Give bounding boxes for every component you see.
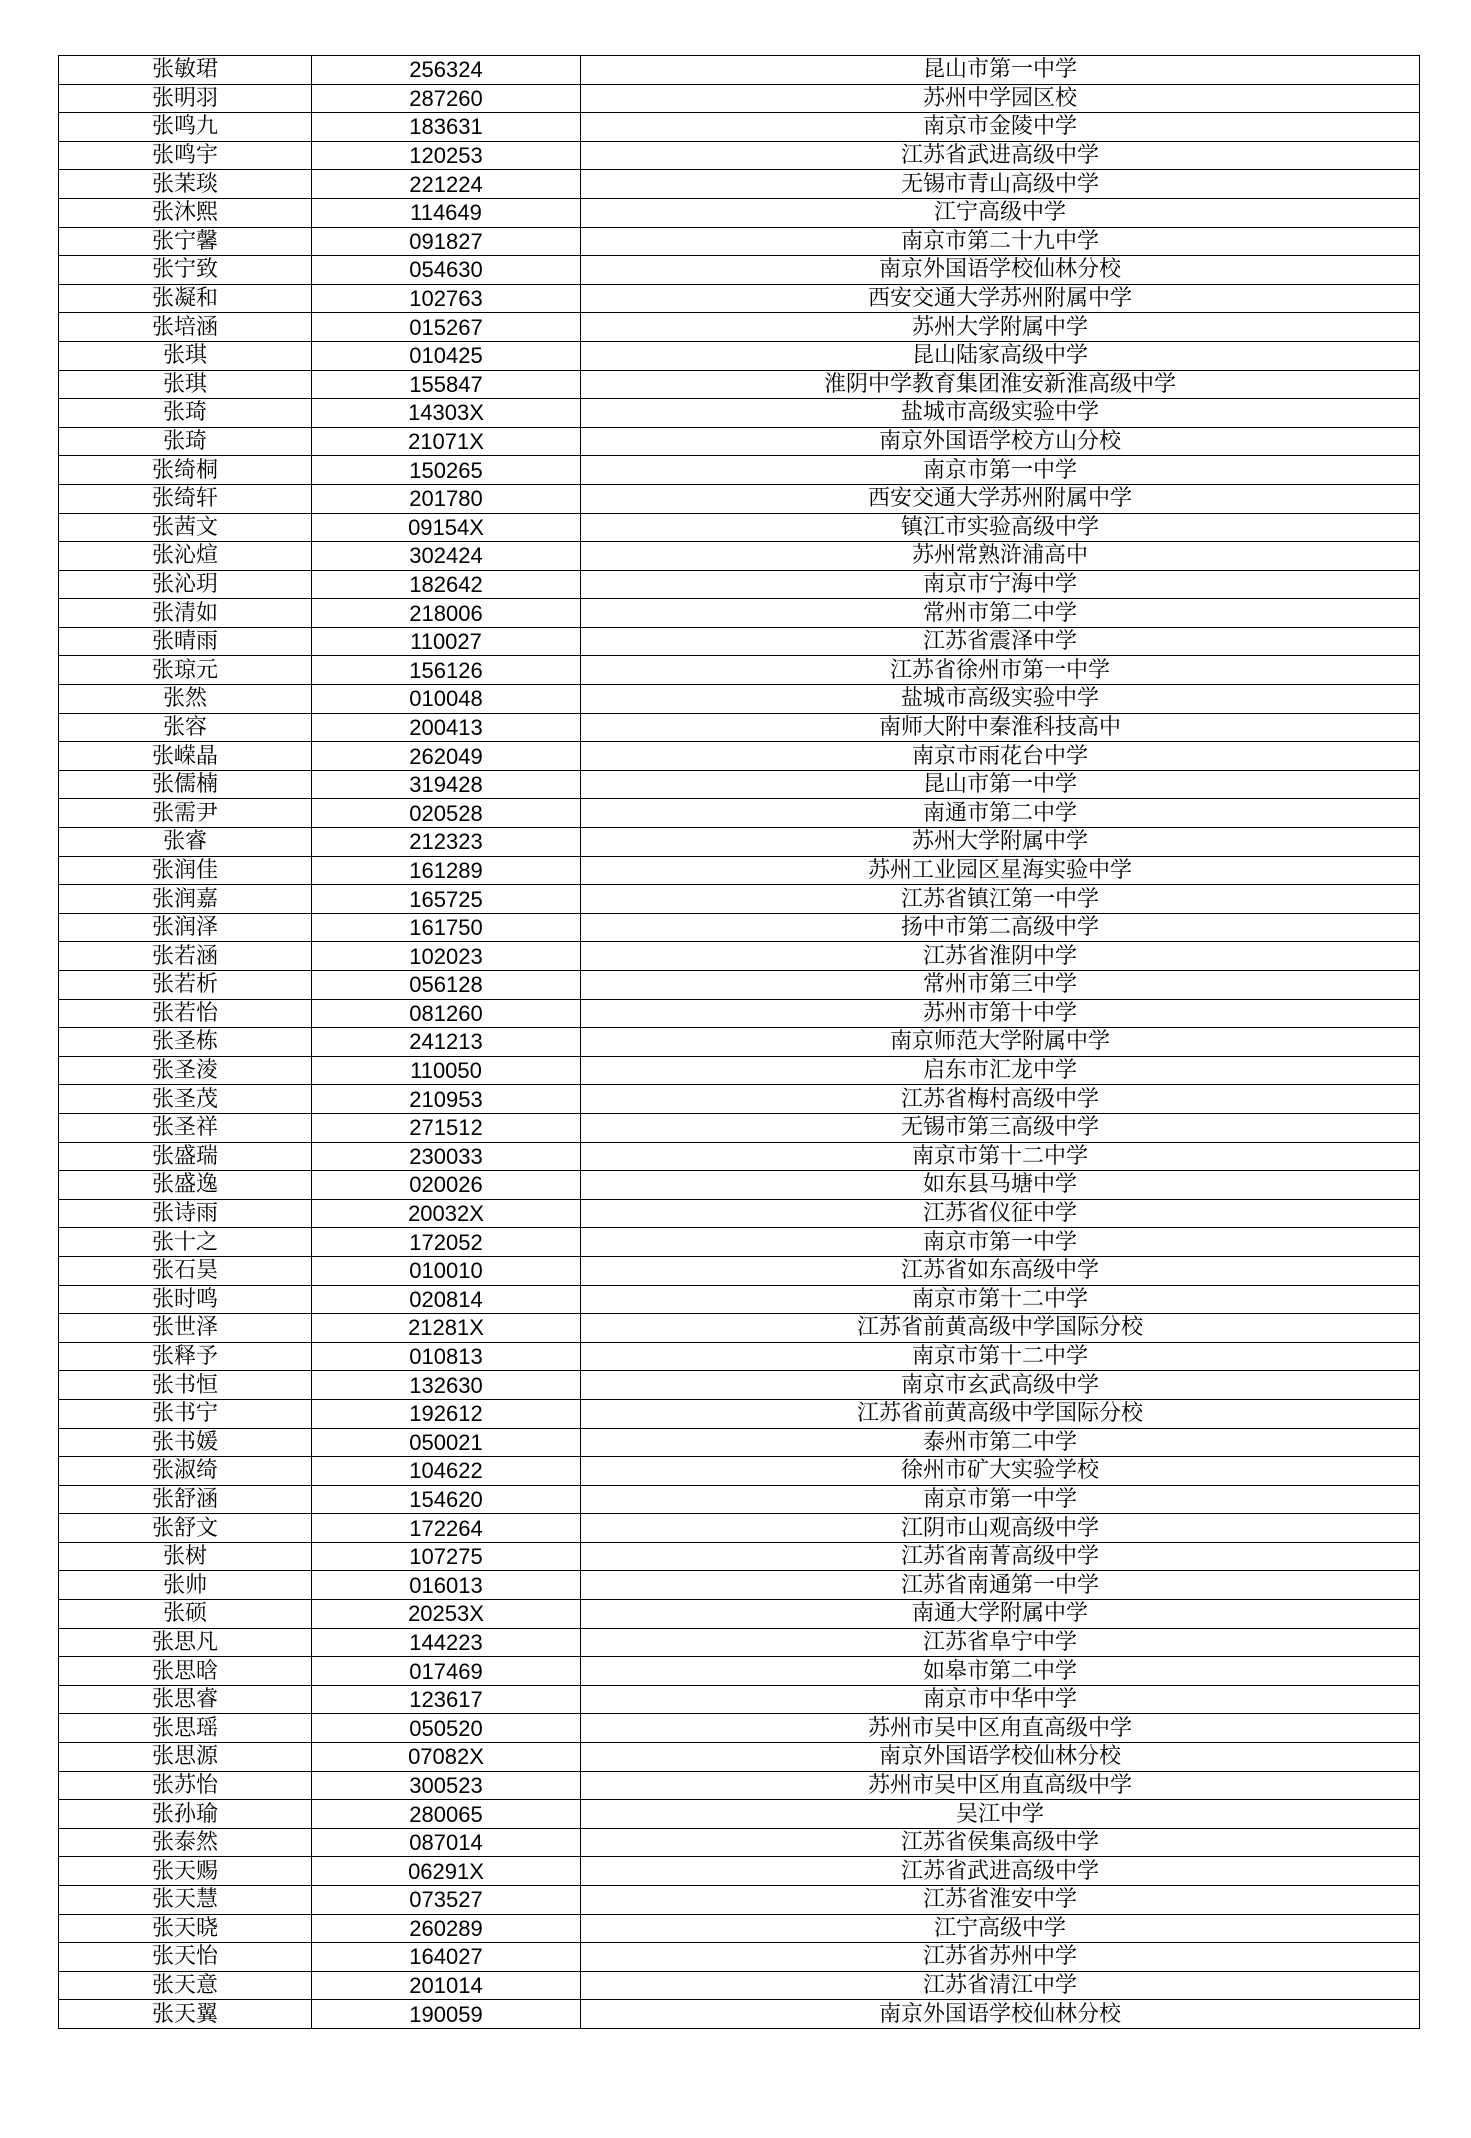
school-name-cell: 苏州工业园区星海实验中学 xyxy=(581,856,1420,885)
student-name-cell: 张诗雨 xyxy=(59,1199,312,1228)
table-row xyxy=(59,570,1420,599)
student-name-cell: 张书媛 xyxy=(59,1428,312,1457)
student-name-cell: 张舒文 xyxy=(59,1514,312,1543)
student-name-cell: 张鸣宇 xyxy=(59,141,312,170)
school-name-cell: 南京市第一中学 xyxy=(581,456,1420,485)
student-id-cell: 287260 xyxy=(312,84,581,113)
student-id-cell: 010010 xyxy=(312,1256,581,1285)
student-id-cell: 110050 xyxy=(312,1056,581,1085)
student-id-cell: 241213 xyxy=(312,1028,581,1057)
student-id-cell: 20253X xyxy=(312,1600,581,1629)
table-row xyxy=(59,427,1420,456)
student-name-cell: 张天慧 xyxy=(59,1886,312,1915)
school-name-cell: 江苏省阜宁中学 xyxy=(581,1628,1420,1657)
student-id-cell: 201780 xyxy=(312,484,581,513)
student-name-cell: 张琦 xyxy=(59,427,312,456)
student-name-cell: 张凝和 xyxy=(59,284,312,313)
school-name-cell: 江苏省武进高级中学 xyxy=(581,1857,1420,1886)
school-name-cell: 江苏省仪征中学 xyxy=(581,1199,1420,1228)
student-id-cell: 081260 xyxy=(312,999,581,1028)
student-id-cell: 182642 xyxy=(312,570,581,599)
table-row xyxy=(59,685,1420,714)
school-name-cell: 南京市雨花台中学 xyxy=(581,742,1420,771)
student-id-cell: 183631 xyxy=(312,113,581,142)
student-id-cell: 20032X xyxy=(312,1199,581,1228)
student-name-cell: 张茜文 xyxy=(59,513,312,542)
student-id-cell: 172264 xyxy=(312,1514,581,1543)
school-name-cell: 南师大附中秦淮科技高中 xyxy=(581,713,1420,742)
school-name-cell: 南京外国语学校仙林分校 xyxy=(581,256,1420,285)
table-row xyxy=(59,1743,1420,1772)
student-name-cell: 张思晗 xyxy=(59,1657,312,1686)
table-row xyxy=(59,1342,1420,1371)
student-name-cell: 张孙瑜 xyxy=(59,1800,312,1829)
table-row xyxy=(59,1028,1420,1057)
school-name-cell: 苏州市吴中区甪直高级中学 xyxy=(581,1771,1420,1800)
table-row xyxy=(59,913,1420,942)
student-name-cell: 张琪 xyxy=(59,341,312,370)
student-id-cell: 155847 xyxy=(312,370,581,399)
student-id-cell: 104622 xyxy=(312,1457,581,1486)
student-id-cell: 050520 xyxy=(312,1714,581,1743)
table-row xyxy=(59,1628,1420,1657)
student-id-cell: 054630 xyxy=(312,256,581,285)
school-name-cell: 南京市宁海中学 xyxy=(581,570,1420,599)
school-name-cell: 盐城市高级实验中学 xyxy=(581,685,1420,714)
student-id-cell: 020026 xyxy=(312,1171,581,1200)
student-name-cell: 张石昊 xyxy=(59,1256,312,1285)
student-id-cell: 161750 xyxy=(312,913,581,942)
table-row xyxy=(59,1828,1420,1857)
student-name-cell: 张睿 xyxy=(59,828,312,857)
school-name-cell: 南京市玄武高级中学 xyxy=(581,1371,1420,1400)
student-id-cell: 015267 xyxy=(312,313,581,342)
student-name-cell: 张圣祥 xyxy=(59,1113,312,1142)
student-name-cell: 张宁馨 xyxy=(59,227,312,256)
student-name-cell: 张琪 xyxy=(59,370,312,399)
school-name-cell: 南京市第一中学 xyxy=(581,1485,1420,1514)
table-row xyxy=(59,742,1420,771)
school-name-cell: 泰州市第二中学 xyxy=(581,1428,1420,1457)
student-name-cell: 张绮轩 xyxy=(59,484,312,513)
school-name-cell: 江苏省苏州中学 xyxy=(581,1943,1420,1972)
student-name-cell: 张圣淩 xyxy=(59,1056,312,1085)
school-name-cell: 南通大学附属中学 xyxy=(581,1600,1420,1629)
school-name-cell: 南京外国语学校方山分校 xyxy=(581,427,1420,456)
table-row xyxy=(59,770,1420,799)
school-name-cell: 启东市汇龙中学 xyxy=(581,1056,1420,1085)
school-name-cell: 苏州大学附属中学 xyxy=(581,828,1420,857)
student-id-cell: 302424 xyxy=(312,542,581,571)
table-row xyxy=(59,227,1420,256)
school-name-cell: 苏州常熟浒浦高中 xyxy=(581,542,1420,571)
school-name-cell: 江苏省梅村高级中学 xyxy=(581,1085,1420,1114)
student-id-cell: 280065 xyxy=(312,1800,581,1829)
table-row xyxy=(59,1056,1420,1085)
table-row xyxy=(59,942,1420,971)
student-name-cell: 张嵘晶 xyxy=(59,742,312,771)
student-name-cell: 张宁致 xyxy=(59,256,312,285)
table-row xyxy=(59,1943,1420,1972)
student-name-cell: 张琼元 xyxy=(59,656,312,685)
table-row xyxy=(59,1113,1420,1142)
student-id-cell: 110027 xyxy=(312,627,581,656)
school-name-cell: 西安交通大学苏州附属中学 xyxy=(581,484,1420,513)
table-row xyxy=(59,1199,1420,1228)
student-id-cell: 010813 xyxy=(312,1342,581,1371)
student-id-cell: 221224 xyxy=(312,170,581,199)
student-name-cell: 张然 xyxy=(59,685,312,714)
table-row xyxy=(59,141,1420,170)
student-name-cell: 张天怡 xyxy=(59,1943,312,1972)
student-table-body xyxy=(59,56,1420,2029)
student-id-cell: 056128 xyxy=(312,971,581,1000)
school-name-cell: 南通市第二中学 xyxy=(581,799,1420,828)
table-row xyxy=(59,1571,1420,1600)
table-row xyxy=(59,713,1420,742)
school-name-cell: 苏州中学园区校 xyxy=(581,84,1420,113)
school-name-cell: 南京市第十二中学 xyxy=(581,1342,1420,1371)
school-name-cell: 南京市第二十九中学 xyxy=(581,227,1420,256)
student-name-cell: 张茉琰 xyxy=(59,170,312,199)
student-id-cell: 114649 xyxy=(312,198,581,227)
student-name-cell: 张思凡 xyxy=(59,1628,312,1657)
table-row xyxy=(59,341,1420,370)
table-row xyxy=(59,1914,1420,1943)
student-id-cell: 164027 xyxy=(312,1943,581,1972)
student-id-cell: 319428 xyxy=(312,770,581,799)
table-row xyxy=(59,971,1420,1000)
student-id-cell: 218006 xyxy=(312,599,581,628)
school-name-cell: 江苏省如东高级中学 xyxy=(581,1256,1420,1285)
table-row xyxy=(59,456,1420,485)
student-id-cell: 087014 xyxy=(312,1828,581,1857)
table-row xyxy=(59,1514,1420,1543)
school-name-cell: 江苏省震泽中学 xyxy=(581,627,1420,656)
school-name-cell: 盐城市高级实验中学 xyxy=(581,399,1420,428)
student-id-cell: 132630 xyxy=(312,1371,581,1400)
student-name-cell: 张书恒 xyxy=(59,1371,312,1400)
school-name-cell: 镇江市实验高级中学 xyxy=(581,513,1420,542)
table-row xyxy=(59,1085,1420,1114)
student-name-cell: 张释予 xyxy=(59,1342,312,1371)
student-id-cell: 050021 xyxy=(312,1428,581,1457)
school-name-cell: 无锡市青山高级中学 xyxy=(581,170,1420,199)
student-name-cell: 张圣栋 xyxy=(59,1028,312,1057)
school-name-cell: 江苏省淮安中学 xyxy=(581,1886,1420,1915)
student-id-cell: 020528 xyxy=(312,799,581,828)
table-row xyxy=(59,1857,1420,1886)
student-name-cell: 张思瑶 xyxy=(59,1714,312,1743)
table-row xyxy=(59,1457,1420,1486)
student-name-cell: 张明羽 xyxy=(59,84,312,113)
school-name-cell: 昆山市第一中学 xyxy=(581,56,1420,85)
school-name-cell: 江苏省前黄高级中学国际分校 xyxy=(581,1399,1420,1428)
student-id-cell: 300523 xyxy=(312,1771,581,1800)
student-id-cell: 165725 xyxy=(312,885,581,914)
school-name-cell: 淮阴中学教育集团淮安新淮高级中学 xyxy=(581,370,1420,399)
table-row xyxy=(59,1256,1420,1285)
table-row xyxy=(59,1600,1420,1629)
student-id-cell: 21071X xyxy=(312,427,581,456)
table-row xyxy=(59,513,1420,542)
student-id-cell: 150265 xyxy=(312,456,581,485)
table-row xyxy=(59,1285,1420,1314)
table-row xyxy=(59,113,1420,142)
school-name-cell: 苏州大学附属中学 xyxy=(581,313,1420,342)
table-row xyxy=(59,1485,1420,1514)
student-id-cell: 107275 xyxy=(312,1542,581,1571)
student-name-cell: 张帅 xyxy=(59,1571,312,1600)
student-name-cell: 张泰然 xyxy=(59,1828,312,1857)
table-row xyxy=(59,56,1420,85)
school-name-cell: 徐州市矿大实验学校 xyxy=(581,1457,1420,1486)
school-name-cell: 江宁高级中学 xyxy=(581,1914,1420,1943)
student-id-cell: 06291X xyxy=(312,1857,581,1886)
student-id-cell: 010048 xyxy=(312,685,581,714)
student-name-cell: 张天晓 xyxy=(59,1914,312,1943)
table-row xyxy=(59,313,1420,342)
school-name-cell: 江苏省清江中学 xyxy=(581,1971,1420,2000)
table-row xyxy=(59,370,1420,399)
table-row xyxy=(59,1542,1420,1571)
student-name-cell: 张盛逸 xyxy=(59,1171,312,1200)
student-name-cell: 张鸣九 xyxy=(59,113,312,142)
table-row xyxy=(59,399,1420,428)
school-name-cell: 南京市中华中学 xyxy=(581,1685,1420,1714)
table-row xyxy=(59,1371,1420,1400)
student-id-cell: 212323 xyxy=(312,828,581,857)
school-name-cell: 苏州市第十中学 xyxy=(581,999,1420,1028)
table-row xyxy=(59,799,1420,828)
student-id-cell: 144223 xyxy=(312,1628,581,1657)
student-id-cell: 256324 xyxy=(312,56,581,85)
student-name-cell: 张苏怡 xyxy=(59,1771,312,1800)
table-row xyxy=(59,542,1420,571)
student-name-cell: 张润嘉 xyxy=(59,885,312,914)
school-name-cell: 如东县马塘中学 xyxy=(581,1171,1420,1200)
school-name-cell: 南京市金陵中学 xyxy=(581,113,1420,142)
school-name-cell: 昆山市第一中学 xyxy=(581,770,1420,799)
table-row xyxy=(59,1428,1420,1457)
table-row xyxy=(59,84,1420,113)
student-id-cell: 09154X xyxy=(312,513,581,542)
table-row xyxy=(59,1657,1420,1686)
student-name-cell: 张敏珺 xyxy=(59,56,312,85)
student-id-cell: 201014 xyxy=(312,1971,581,2000)
student-id-cell: 102763 xyxy=(312,284,581,313)
school-name-cell: 南京市第一中学 xyxy=(581,1228,1420,1257)
student-id-cell: 020814 xyxy=(312,1285,581,1314)
student-name-cell: 张淑绮 xyxy=(59,1457,312,1486)
school-name-cell: 昆山陆家高级中学 xyxy=(581,341,1420,370)
school-name-cell: 江苏省南通第一中学 xyxy=(581,1571,1420,1600)
school-name-cell: 常州市第二中学 xyxy=(581,599,1420,628)
school-name-cell: 南京师范大学附属中学 xyxy=(581,1028,1420,1057)
student-name-cell: 张舒涵 xyxy=(59,1485,312,1514)
table-row xyxy=(59,1142,1420,1171)
student-name-cell: 张圣茂 xyxy=(59,1085,312,1114)
table-row xyxy=(59,828,1420,857)
school-name-cell: 江苏省侯集高级中学 xyxy=(581,1828,1420,1857)
student-id-cell: 190059 xyxy=(312,2000,581,2029)
table-row xyxy=(59,1771,1420,1800)
table-row xyxy=(59,627,1420,656)
school-name-cell: 西安交通大学苏州附属中学 xyxy=(581,284,1420,313)
school-name-cell: 江苏省南菁高级中学 xyxy=(581,1542,1420,1571)
student-id-cell: 091827 xyxy=(312,227,581,256)
student-name-cell: 张容 xyxy=(59,713,312,742)
school-name-cell: 江宁高级中学 xyxy=(581,198,1420,227)
student-id-cell: 21281X xyxy=(312,1314,581,1343)
student-id-cell: 123617 xyxy=(312,1685,581,1714)
table-row xyxy=(59,885,1420,914)
student-name-cell: 张若析 xyxy=(59,971,312,1000)
student-name-cell: 张绮桐 xyxy=(59,456,312,485)
student-name-cell: 张沁玥 xyxy=(59,570,312,599)
table-row xyxy=(59,656,1420,685)
school-name-cell: 扬中市第二高级中学 xyxy=(581,913,1420,942)
table-row xyxy=(59,999,1420,1028)
student-name-cell: 张世泽 xyxy=(59,1314,312,1343)
student-name-cell: 张时鸣 xyxy=(59,1285,312,1314)
student-name-cell: 张硕 xyxy=(59,1600,312,1629)
school-name-cell: 江苏省前黄高级中学国际分校 xyxy=(581,1314,1420,1343)
student-id-cell: 260289 xyxy=(312,1914,581,1943)
school-name-cell: 江苏省镇江第一中学 xyxy=(581,885,1420,914)
student-id-cell: 14303X xyxy=(312,399,581,428)
table-row xyxy=(59,1714,1420,1743)
student-name-cell: 张树 xyxy=(59,1542,312,1571)
student-name-cell: 张清如 xyxy=(59,599,312,628)
table-row xyxy=(59,170,1420,199)
table-row xyxy=(59,1314,1420,1343)
student-id-cell: 262049 xyxy=(312,742,581,771)
student-name-cell: 张培涵 xyxy=(59,313,312,342)
table-row xyxy=(59,484,1420,513)
school-name-cell: 江阴市山观高级中学 xyxy=(581,1514,1420,1543)
student-name-cell: 张书宁 xyxy=(59,1399,312,1428)
student-id-cell: 102023 xyxy=(312,942,581,971)
student-name-cell: 张琦 xyxy=(59,399,312,428)
school-name-cell: 南京市第十二中学 xyxy=(581,1142,1420,1171)
student-name-cell: 张润泽 xyxy=(59,913,312,942)
table-row xyxy=(59,1228,1420,1257)
student-name-cell: 张天赐 xyxy=(59,1857,312,1886)
student-name-cell: 张需尹 xyxy=(59,799,312,828)
school-name-cell: 常州市第三中学 xyxy=(581,971,1420,1000)
student-id-cell: 07082X xyxy=(312,1743,581,1772)
school-name-cell: 江苏省徐州市第一中学 xyxy=(581,656,1420,685)
student-name-cell: 张晴雨 xyxy=(59,627,312,656)
table-row xyxy=(59,198,1420,227)
student-id-cell: 230033 xyxy=(312,1142,581,1171)
school-name-cell: 吴江中学 xyxy=(581,1800,1420,1829)
school-name-cell: 苏州市吴中区甪直高级中学 xyxy=(581,1714,1420,1743)
school-name-cell: 南京外国语学校仙林分校 xyxy=(581,2000,1420,2029)
school-name-cell: 无锡市第三高级中学 xyxy=(581,1113,1420,1142)
student-id-cell: 172052 xyxy=(312,1228,581,1257)
table-row xyxy=(59,856,1420,885)
school-name-cell: 南京市第十二中学 xyxy=(581,1285,1420,1314)
student-name-cell: 张天意 xyxy=(59,1971,312,2000)
table-row xyxy=(59,256,1420,285)
student-name-cell: 张沐熙 xyxy=(59,198,312,227)
student-name-cell: 张思睿 xyxy=(59,1685,312,1714)
student-id-cell: 271512 xyxy=(312,1113,581,1142)
student-id-cell: 210953 xyxy=(312,1085,581,1114)
student-id-cell: 073527 xyxy=(312,1886,581,1915)
table-row xyxy=(59,1800,1420,1829)
student-id-cell: 154620 xyxy=(312,1485,581,1514)
table-row xyxy=(59,1886,1420,1915)
student-table xyxy=(58,55,1420,2029)
student-name-cell: 张若怡 xyxy=(59,999,312,1028)
table-row xyxy=(59,1399,1420,1428)
table-row xyxy=(59,1971,1420,2000)
student-id-cell: 200413 xyxy=(312,713,581,742)
student-name-cell: 张十之 xyxy=(59,1228,312,1257)
student-id-cell: 010425 xyxy=(312,341,581,370)
table-row xyxy=(59,284,1420,313)
student-id-cell: 156126 xyxy=(312,656,581,685)
student-name-cell: 张润佳 xyxy=(59,856,312,885)
school-name-cell: 如皋市第二中学 xyxy=(581,1657,1420,1686)
school-name-cell: 南京外国语学校仙林分校 xyxy=(581,1743,1420,1772)
student-name-cell: 张天翼 xyxy=(59,2000,312,2029)
school-name-cell: 江苏省淮阴中学 xyxy=(581,942,1420,971)
table-row xyxy=(59,1685,1420,1714)
table-row xyxy=(59,2000,1420,2029)
student-name-cell: 张沁煊 xyxy=(59,542,312,571)
student-id-cell: 017469 xyxy=(312,1657,581,1686)
student-name-cell: 张儒楠 xyxy=(59,770,312,799)
student-id-cell: 161289 xyxy=(312,856,581,885)
student-id-cell: 192612 xyxy=(312,1399,581,1428)
student-name-cell: 张若涵 xyxy=(59,942,312,971)
student-id-cell: 120253 xyxy=(312,141,581,170)
table-row xyxy=(59,599,1420,628)
table-row xyxy=(59,1171,1420,1200)
student-name-cell: 张思源 xyxy=(59,1743,312,1772)
student-name-cell: 张盛瑞 xyxy=(59,1142,312,1171)
school-name-cell: 江苏省武进高级中学 xyxy=(581,141,1420,170)
student-id-cell: 016013 xyxy=(312,1571,581,1600)
